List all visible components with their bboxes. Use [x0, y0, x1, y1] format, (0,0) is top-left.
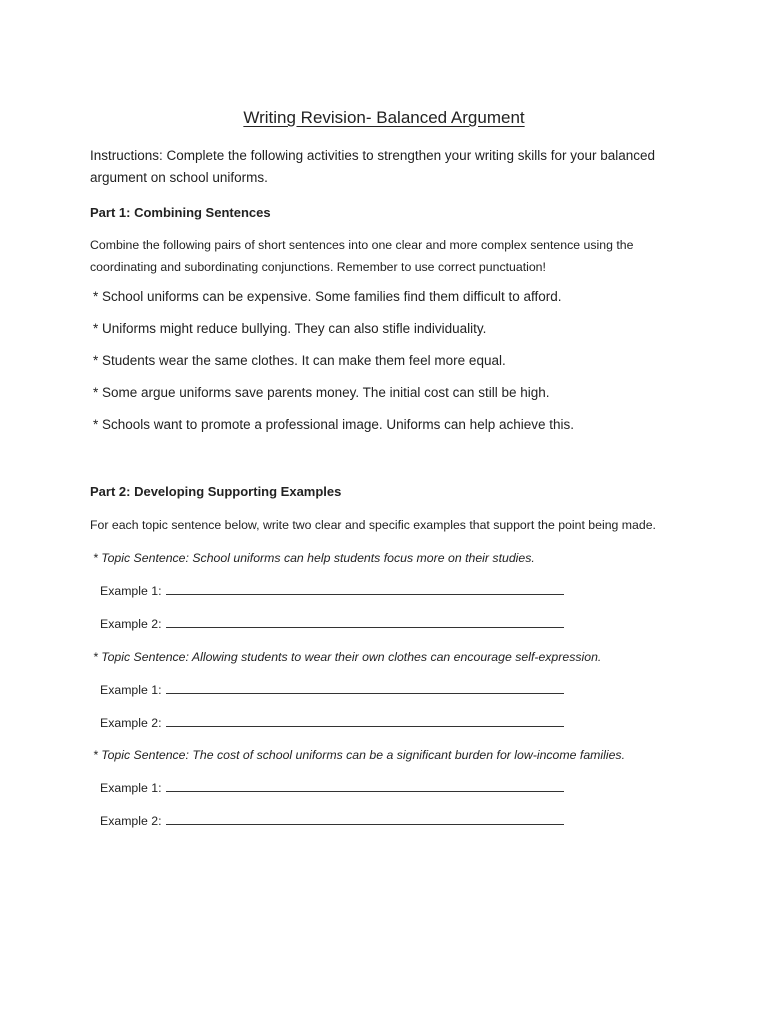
instructions-text: Instructions: Complete the following activities to strengthen your writing skills for your balanced argument on school uniforms.	[90, 148, 656, 185]
sentence-pairs-list	[93, 287, 574, 447]
example-label: Example 1:	[100, 781, 162, 795]
example-row	[100, 614, 564, 634]
example-label: Example 1:	[100, 584, 162, 598]
example-row	[100, 811, 564, 831]
part2-heading: Part 2: Developing Supporting Examples	[90, 484, 342, 499]
example-label: Example 2:	[100, 617, 162, 631]
list-item: * Students wear the same clothes. It can make them feel more equal.	[93, 353, 506, 368]
list-item: * Schools want to promote a professional image. Uniforms can help achieve this.	[93, 417, 574, 432]
page-title: Writing Revision- Balanced Argument	[243, 108, 525, 127]
example-row	[100, 581, 564, 601]
part1-description: Combine the following pairs of short sentences into one clear and more complex sentence using the coordinating and subordinating conjunctions. Remember to use correct punctuation!	[90, 238, 634, 274]
answer-blank[interactable]	[166, 779, 564, 792]
answer-blank[interactable]	[166, 714, 564, 727]
list-item: * Some argue uniforms save parents money. The initial cost can still be high.	[93, 385, 550, 400]
answer-blank[interactable]	[166, 812, 564, 825]
answer-blank[interactable]	[166, 615, 564, 628]
list-item: * School uniforms can be expensive. Some families find them difficult to afford.	[93, 289, 562, 304]
example-row	[100, 713, 564, 733]
part2-description: For each topic sentence below, write two clear and specific examples that support the point being made.	[90, 518, 656, 532]
part1-heading: Part 1: Combining Sentences	[90, 205, 271, 220]
topic-sentence-3: * Topic Sentence: The cost of school uniforms can be a significant burden for low-income families.	[93, 748, 625, 762]
answer-blank[interactable]	[166, 681, 564, 694]
example-label: Example 2:	[100, 716, 162, 730]
example-row	[100, 680, 564, 700]
example-label: Example 1:	[100, 683, 162, 697]
answer-blank[interactable]	[166, 582, 564, 595]
list-item: * Uniforms might reduce bullying. They can also stifle individuality.	[93, 321, 487, 336]
topic-sentence-1: * Topic Sentence: School uniforms can help students focus more on their studies.	[93, 551, 535, 565]
example-label: Example 2:	[100, 814, 162, 828]
example-row	[100, 778, 564, 798]
topic-sentence-2: * Topic Sentence: Allowing students to wear their own clothes can encourage self-expression.	[93, 650, 602, 664]
